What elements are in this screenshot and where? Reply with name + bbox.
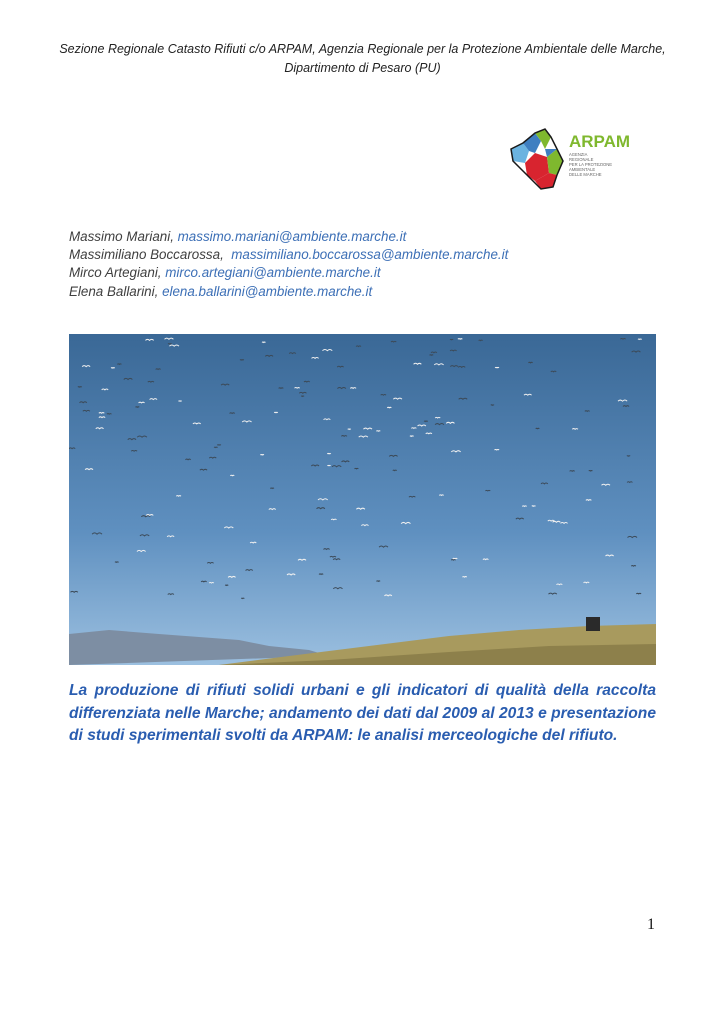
seagull bbox=[620, 338, 625, 339]
seagull bbox=[185, 459, 190, 460]
arpam-logo-icon bbox=[505, 127, 635, 191]
seagull bbox=[431, 352, 437, 353]
seagull bbox=[551, 371, 556, 372]
seagull bbox=[209, 582, 214, 583]
svg-text:REGIONALE: REGIONALE bbox=[569, 157, 594, 162]
seagull bbox=[483, 559, 488, 560]
seagull bbox=[439, 495, 443, 496]
seagull bbox=[586, 500, 592, 501]
seagull bbox=[207, 562, 213, 563]
seagull bbox=[201, 581, 206, 582]
seagull bbox=[356, 346, 361, 347]
seagull bbox=[295, 388, 300, 389]
author-entry bbox=[69, 264, 508, 282]
seagull bbox=[230, 413, 235, 414]
seagull bbox=[331, 519, 336, 520]
author-entry bbox=[69, 283, 508, 301]
seagull bbox=[319, 574, 323, 575]
cover-photo bbox=[69, 334, 656, 665]
seagull bbox=[168, 594, 174, 595]
seagull bbox=[279, 388, 284, 389]
svg-text:PER LA PROTEZIONE: PER LA PROTEZIONE bbox=[569, 162, 613, 167]
seagull bbox=[391, 341, 396, 342]
seagull bbox=[323, 549, 329, 550]
seagull bbox=[627, 482, 632, 483]
seagull bbox=[99, 417, 105, 418]
seagull bbox=[451, 560, 456, 561]
seagull bbox=[528, 362, 532, 363]
seagull bbox=[631, 566, 636, 567]
seagull bbox=[139, 402, 145, 403]
document-title: La produzione di rifiuti solidi urbani e gli indicatori di qualità della raccolta differenziata nelle Marche; andamento dei dati dal 2009 al 2013 e presentazione di studi sperimentali svolti da ARPAM: le analisi merceologiche del rifiuto. bbox=[69, 682, 656, 744]
seagull bbox=[585, 411, 590, 412]
seagull bbox=[495, 449, 500, 450]
page-header bbox=[40, 40, 685, 78]
author-name: Mirco Artegiani, bbox=[69, 265, 162, 281]
header-line-1: Sezione Regionale Catasto Rifiuti c/o ARPAM, Agenzia Regionale per la Protezione Ambientale delle Marche, bbox=[59, 42, 666, 56]
seagull bbox=[485, 490, 490, 491]
svg-text:AMBIENTALE: AMBIENTALE bbox=[569, 167, 596, 172]
author-name: Massimiliano Boccarossa, bbox=[69, 247, 224, 263]
seagull bbox=[462, 577, 466, 578]
author-email-link[interactable]: mirco.artegiani@ambiente.marche.it bbox=[165, 265, 381, 281]
seagull bbox=[572, 429, 578, 430]
seagull bbox=[330, 556, 336, 557]
seagull bbox=[304, 381, 310, 382]
header-line-2: Dipartimento di Pesaro (PU) bbox=[284, 61, 441, 75]
author-entry bbox=[69, 246, 508, 264]
svg-text:AGENZIA: AGENZIA bbox=[569, 152, 588, 157]
seagull bbox=[69, 448, 75, 449]
seagull bbox=[411, 428, 416, 429]
author-name: Elena Ballarini, bbox=[69, 283, 159, 299]
seagull bbox=[176, 496, 181, 497]
seagull bbox=[522, 506, 526, 507]
seagull bbox=[570, 471, 575, 472]
seagull bbox=[250, 542, 256, 543]
svg-text:DELLE MARCHE: DELLE MARCHE bbox=[569, 172, 602, 177]
arpam-logo bbox=[505, 127, 635, 191]
seagull bbox=[387, 407, 391, 408]
author-name: Massimo Mariani, bbox=[69, 229, 174, 244]
seagull bbox=[350, 388, 356, 389]
seagull bbox=[453, 558, 458, 559]
seagull bbox=[148, 381, 154, 382]
seagull bbox=[623, 406, 629, 407]
page-number: 1 bbox=[647, 916, 655, 933]
seagull bbox=[117, 364, 121, 365]
seagull bbox=[131, 450, 137, 451]
author-email-link[interactable]: massimo.mariani@ambiente.marche.it bbox=[177, 229, 407, 244]
seagull bbox=[341, 436, 347, 437]
seagull bbox=[556, 584, 562, 585]
author-email-link[interactable]: elena.ballarini@ambiente.marche.it bbox=[162, 283, 373, 299]
seagull bbox=[435, 417, 440, 418]
authors-list bbox=[69, 228, 508, 301]
seagull bbox=[107, 414, 112, 415]
seagull bbox=[426, 433, 432, 434]
svg-text:ARPAM: ARPAM bbox=[569, 132, 631, 151]
seagull bbox=[381, 395, 386, 396]
landfill-seagulls-image bbox=[69, 334, 656, 665]
seagull bbox=[99, 413, 104, 414]
seagull bbox=[156, 369, 161, 370]
seagull bbox=[584, 582, 590, 583]
author-entry bbox=[69, 228, 508, 246]
seagull bbox=[636, 593, 641, 594]
seagull bbox=[458, 339, 462, 340]
author-email-link[interactable]: massimiliano.boccarossa@ambiente.marche.it bbox=[231, 247, 509, 263]
